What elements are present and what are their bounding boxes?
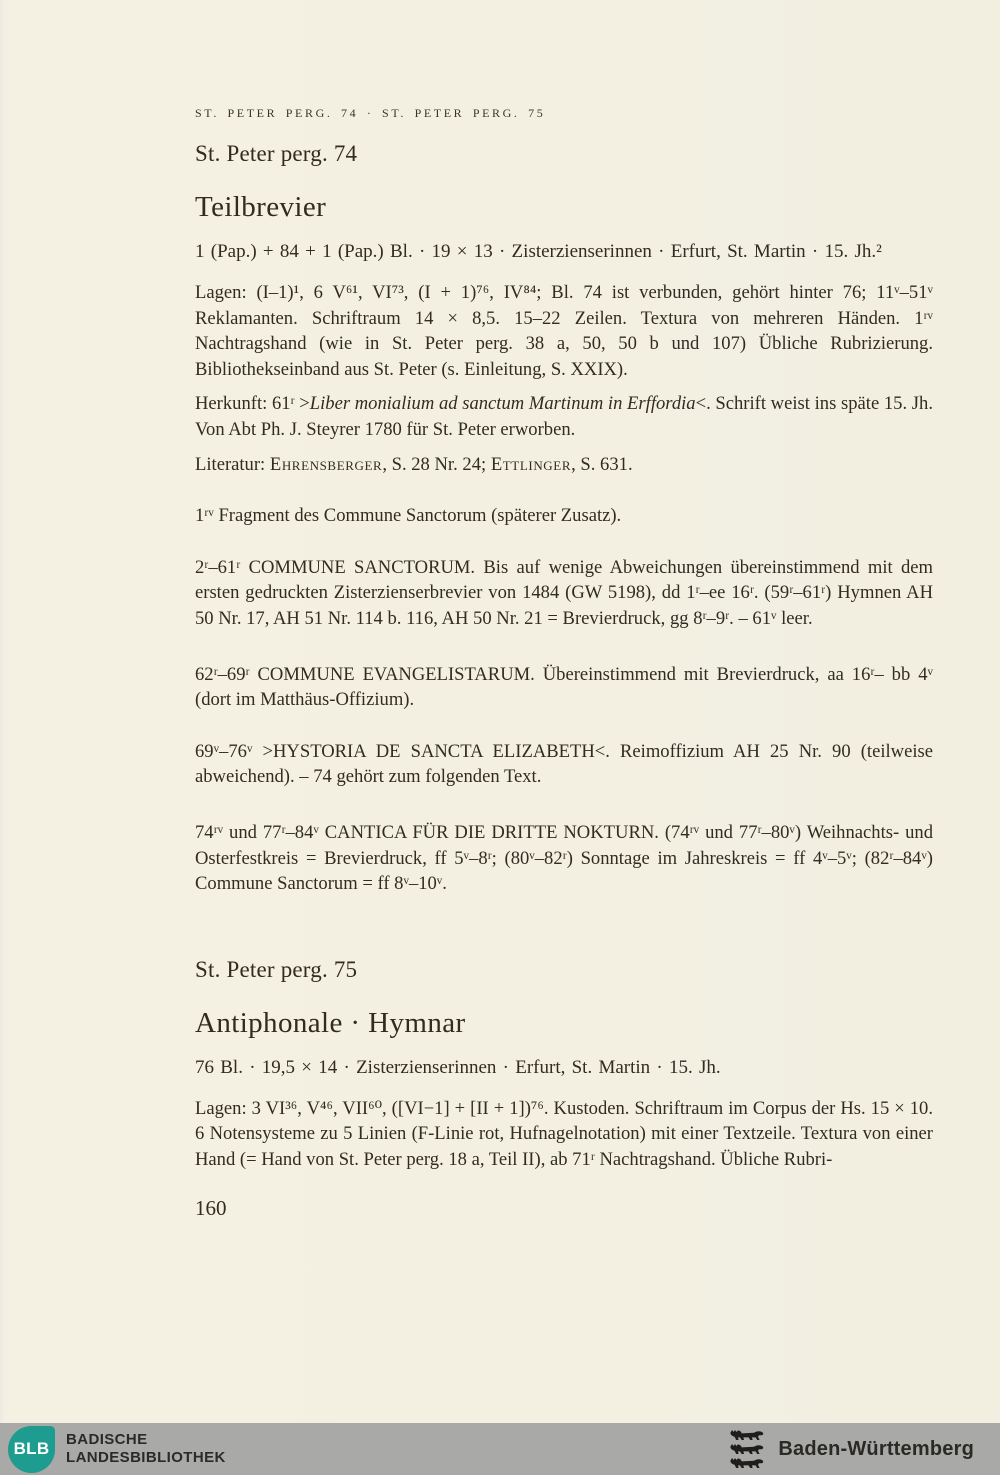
shelfmark-heading-perg75: St. Peter perg. 75 (195, 956, 358, 982)
herkunft-incipit-italic: Liber monialium ad sanctum Martinum in Erffordia (309, 393, 696, 415)
blb-logo (8, 1426, 55, 1473)
content-item-commune-evangelistarum: 62ʳ–69ʳ COMMUNE EVANGELISTARUM. Übereinstimmend mit Brevierdruck, aa 16ʳ– bb 4ᵛ (dort im Matthäus-Offizium). (195, 663, 933, 711)
state-name-label: Baden-Württemberg (778, 1437, 974, 1460)
shelfmark-heading-perg74: St. Peter perg. 74 (195, 141, 358, 166)
entry-title-perg74: Teilbrevier (195, 191, 327, 223)
running-header: ST. PETER PERG. 74 · ST. PETER PERG. 75 (195, 106, 546, 120)
page-content (195, 106, 933, 1221)
paragraph-lagen-perg75: Lagen: 3 VI³⁶, V⁴⁶, VII⁶⁰, ([VI−1] + [II + 1])⁷⁶. Kustoden. Schriftraum im Corpus der Hs. 15 × 10. 6 Notensysteme zu 5 Linien (F-Linie rot, Hufnagelnotation) mit einer Textzeile. Textura von einer Hand (= Hand von St. Peter perg. 18 a, Teil II), ab 71ʳ Nachtragshand. Übliche Rubri- (195, 1097, 933, 1170)
paragraph-literatur-perg74 (195, 452, 933, 478)
library-footer-bar (0, 1423, 1000, 1475)
collation-line-perg75: 76 Bl. · 19,5 × 14 · Zisterzienserinnen · Erfurt, St. Martin · 15. Jh. (195, 1056, 721, 1078)
library-name-line2: LANDESBIBLIOTHEK (66, 1449, 226, 1466)
content-item-cantica: 74ʳᵛ und 77ʳ–84ᵛ CANTICA FÜR DIE DRITTE NOKTURN. (74ʳᵛ und 77ʳ–80ᵛ) Weihnachts- und Osterfestkreis = Brevierdruck, ff 5ᵛ–8ʳ; (80ᵛ–82ʳ) Sonntage im Jahreskreis = ff 4ᵛ–5ᵛ; (82ʳ–84ᵛ) Commune Sanctorum = ff 8ᵛ–10ᵛ. (195, 821, 933, 895)
literatur-label: Literatur: (195, 453, 270, 475)
herkunft-text-pre: Herkunft: 61ʳ > (195, 393, 310, 415)
literatur-text-mid: , S. 28 Nr. 24; (382, 453, 491, 475)
library-name (66, 1431, 226, 1467)
baden-wuerttemberg-lions-icon (728, 1428, 766, 1470)
literatur-text-post: , S. 631. (571, 453, 633, 475)
content-item-commune-sanctorum: 2ʳ–61ʳ COMMUNE SANCTORUM. Bis auf wenige Abweichungen übereinstimmend mit dem ersten gedruckten Zisterzienserbrevier von 1484 (GW 5198), dd 1ʳ–ee 16ʳ. (59ʳ–61ʳ) Hymnen AH 50 Nr. 17, AH 51 Nr. 114 b. 116, AH 50 Nr. 21 = Brevierdruck, gg 8ʳ–9ʳ. – 61ᵛ leer. (195, 556, 933, 629)
blb-logo-text: BLB (13, 1439, 50, 1458)
entry-title-perg75: Antiphonale · Hymnar (195, 1006, 466, 1039)
library-name-line1: BADISCHE (66, 1431, 148, 1448)
herkunft-text-post: <. Schrift weist ins späte 15. Jh. Von Abt Ph. J. Steyrer 1780 für St. Peter erworben. (195, 393, 933, 440)
page-number: 160 (195, 1196, 227, 1221)
literatur-author-ehrensberger: Ehrensberger (269, 453, 383, 475)
collation-line-perg74: 1 (Pap.) + 84 + 1 (Pap.) Bl. · 19 × 13 · Zisterzienserinnen · Erfurt, St. Martin · 15. Jh.² (195, 241, 882, 262)
literatur-author-ettlinger: Ettlinger (490, 453, 572, 475)
content-item-fragment: 1ʳᵛ Fragment des Commune Sanctorum (späterer Zusatz). (195, 505, 622, 527)
paragraph-lagen-perg74: Lagen: (I–1)¹, 6 V⁶¹, VI⁷³, (I + 1)⁷⁶, IV⁸⁴; Bl. 74 ist verbunden, gehört hinter 76; 11ᵛ–51ᵛ Reklamanten. Schriftraum 14 × 8,5. 15–22 Zeilen. Textura von mehreren Händen. 1ʳᵛ Nachtragshand (wie in St. Peter perg. 38 a, 50, 50 b und 107) Übliche Rubrizierung. Bibliothekseinband aus St. Peter (s. Einleitung, S. XXIX). (195, 282, 933, 380)
content-item-hystoria-elizabeth: 69ᵛ–76ᵛ >HYSTORIA DE SANCTA ELIZABETH<. Reimoffizium AH 25 Nr. 90 (teilweise abweichend). – 74 gehört zum folgenden Text. (195, 740, 933, 788)
state-branding (728, 1428, 1000, 1470)
paragraph-herkunft-perg74 (195, 391, 933, 442)
